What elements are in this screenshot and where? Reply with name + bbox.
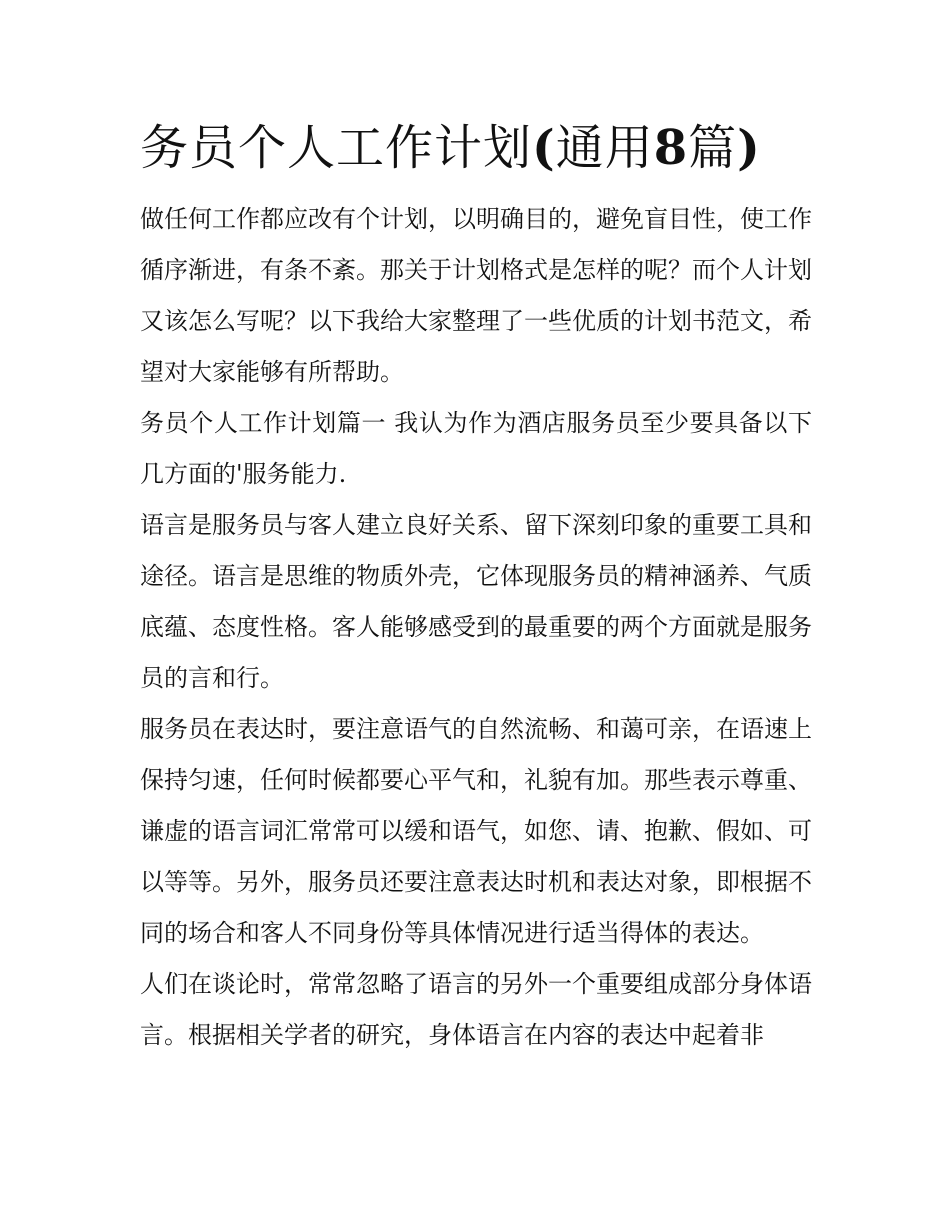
title-number: 8 <box>653 120 689 176</box>
title-text-3: 篇 <box>688 120 738 176</box>
section-heading-paragraph: 务员个人工作计划篇一 我认为作为酒店服务员至少要具备以下几方面的'服务能力. <box>140 409 812 488</box>
body-paragraph: 语言是服务员与客人建立良好关系、留下深刻印象的重要工具和途径。语言是思维的物质外壳，它体现服务员的精神涵养、气质底蕴、态度性格。客人能够感受到的最重要的两个方面就是服务员的言和行。 <box>140 511 812 692</box>
intro-paragraph: 做任何工作都应改有个计划，以明确目的，避免盲目性，使工作循序渐进，有条不紊。那关于计划格式是怎样的呢？而个人计划又该怎么写呢？以下我给大家整理了一些优质的计划书范文，希望对大家能够有所帮助。 <box>140 205 812 386</box>
title-paren-close: ) <box>737 120 761 176</box>
body-paragraph: 服务员在表达时，要注意语气的自然流畅、和蔼可亲，在语速上保持匀速，任何时候都要心平气和，礼貌有加。那些表示尊重、谦虚的语言词汇常常可以缓和语气，如您、请、抱歉、假如、可以等等。另外，服务员还要注意表达时机和表达对象，即根据不同的场合和客人不同身份等具体情况进行适当得体的表达。 <box>140 715 812 947</box>
body-paragraph: 人们在谈论时，常常忽略了语言的另外一个重要组成部分身体语言。根据相关学者的研究，身体语言在内容的表达中起着非 <box>140 970 812 1049</box>
title-paren-open: ( <box>532 120 556 176</box>
title-text-2: 通用 <box>555 120 654 176</box>
document-title <box>140 112 812 184</box>
document-page <box>140 112 812 1061</box>
title-text-1: 务员个人工作计划 <box>140 120 533 176</box>
